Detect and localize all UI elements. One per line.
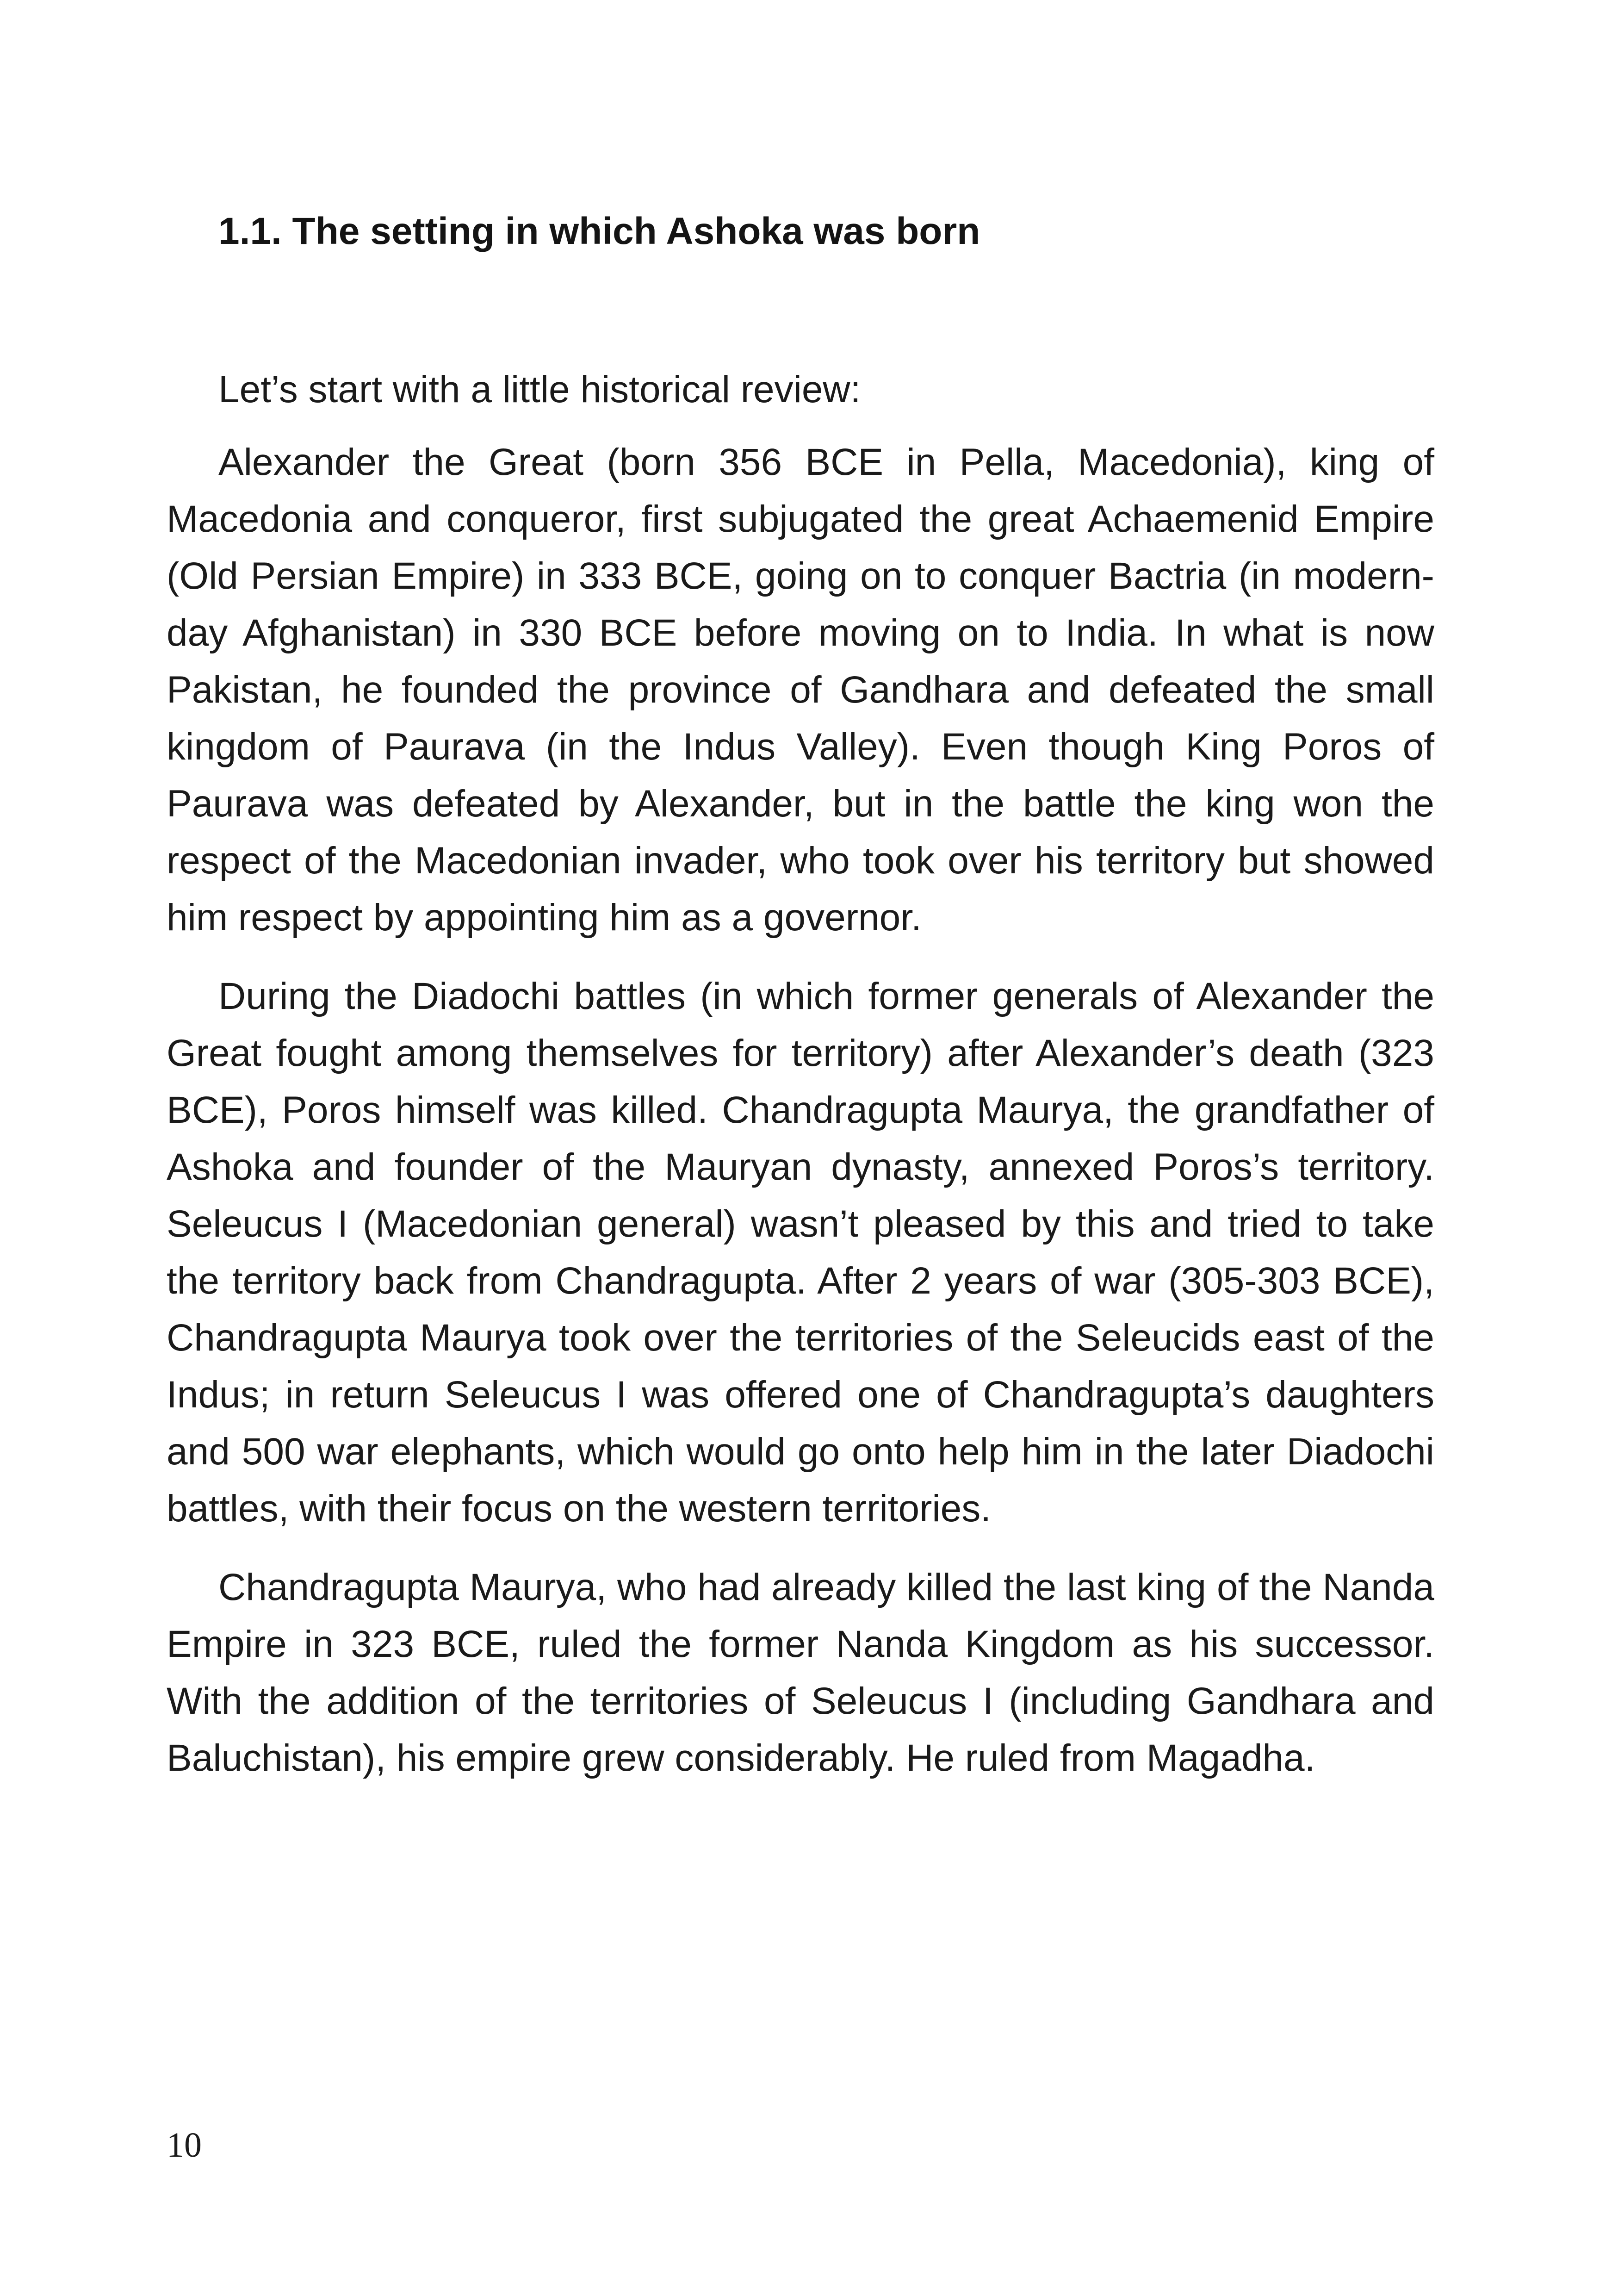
- page-number: 10: [167, 2126, 202, 2165]
- section-heading: 1.1. The setting in which Ashoka was born: [218, 210, 980, 252]
- paragraph-chandragupta: Chandragupta Maurya, who had already killed the last king of the Nanda Empire in 323 BCE, ruled the former Nanda Kingdom as his successor. With the addition of the territories of Seleucus I (including Gandhara and Baluchistan), his empire grew considerably. He ruled from Magadha.: [167, 1566, 1434, 1779]
- paragraph-alexander: Alexander the Great (born 356 BCE in Pella, Macedonia), king of Macedonia and conqueror, first subjugated the great Achaemenid Empire (Old Persian Empire) in 333 BCE, going on to conquer Bactria (in modern-day Afghanistan) in 330 BCE before moving on to India. In what is now Pakistan, he founded the province of Gandhara and defeated the small kingdom of Paurava (in the Indus Valley). Even though King Poros of Paurava was defeated by Alexander, but in the battle the king won the respect of the Macedonian invader, who took over his territory but showed him respect by appointing him as a governor.: [167, 441, 1434, 939]
- paragraph-diadochi: During the Diadochi battles (in which former generals of Alexander the Great fought among themselves for territory) after Alexander’s death (323 BCE), Poros himself was killed. Chandragupta Maurya, the grandfather of Ashoka and founder of the Mauryan dynasty, annexed Poros’s territory. Seleucus I (Macedonian general) wasn’t pleased by this and tried to take the territory back from Chandragupta. After 2 years of war (305-303 BCE), Chandragupta Maurya took over the territories of the Seleucids east of the Indus; in return Seleucus I was offered one of Chandragupta’s daughters and 500 war elephants, which would go onto help him in the later Diadochi battles, with their focus on the western territories.: [167, 975, 1434, 1530]
- paragraph-intro: Let’s start with a little historical review:: [218, 368, 861, 411]
- body-text: [167, 361, 1434, 1808]
